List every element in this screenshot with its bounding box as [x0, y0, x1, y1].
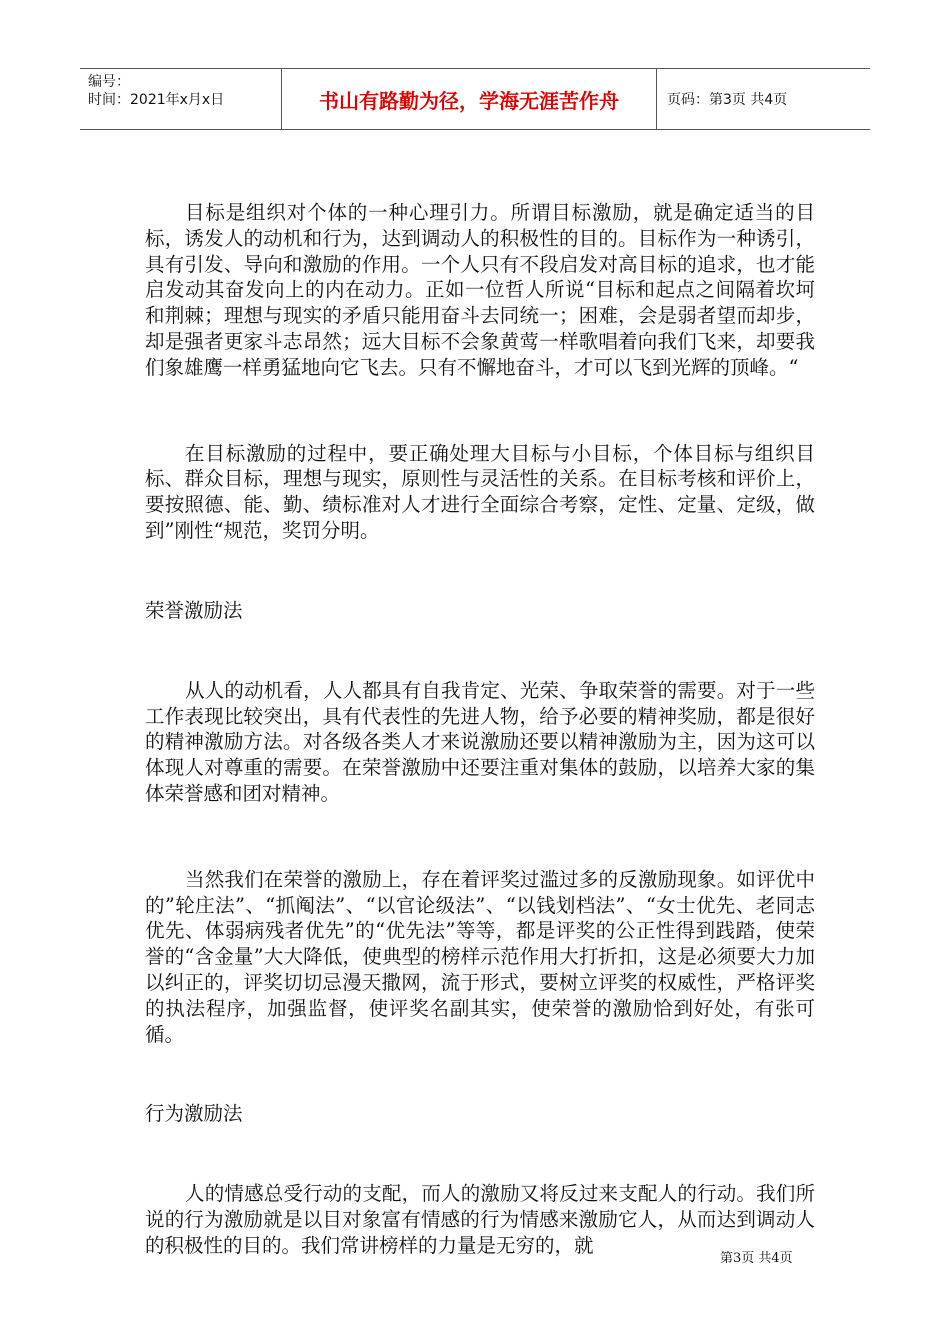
- header-meta: [80, 69, 281, 129]
- paragraph-honor-motivation: 从人的动机看，人人都具有自我肯定、光荣、争取荣誉的需要。对于一些工作表现比较突出，具有代表性的先进人物，给予必要的精神奖励，都是很好的精神激励方法。对各级各类人才来说激励还要以精神激励为主，因为这可以体现人对尊重的需要。在荣誉激励中还要注重对集体的鼓励，以培养大家的集体荣誉感和团对精神。: [145, 678, 815, 805]
- paragraph-goal-motivation: 目标是组织对个体的一种心理引力。所谓目标激励，就是确定适当的目标，诱发人的动机和行为，达到调动人的积极性的目的。目标作为一种诱引，具有引发、导向和激励的作用。一个人只有不段启发对高目标的追求，也才能启发动其奋发向上的内在动力。正如一位哲人所说“目标和起点之间隔着坎坷和荆棘；理想与现实的矛盾只能用奋斗去同统一；困难，会是弱者望而却步，却是强者更家斗志昂然；远大目标不会象黄莺一样歌唱着向我们飞来，却要我们象雄鹰一样勇猛地向它飞去。只有不懈地奋斗，才可以飞到光辉的顶峰。“: [145, 201, 815, 379]
- number-label: 编号：: [88, 74, 130, 90]
- paragraph-honor-problems: 当然我们在荣誉的激励上，存在着评奖过滥过多的反激励现象。如评优中的”轮庄法”、“抓阄法”、“以官论级法”、“以钱划档法”、“女士优先、老同志优先、体弱病残者优先”的“优先法”等等，都是评奖的公正性得到践踏，使荣誉的“含金量”大大降低，使典型的榜样示范作用大打折扣，这是必须要大力加以纠正的，评奖切切忌漫天撒网，流于形式，要树立评奖的权威性，严格评奖的执法程序，加强监督，使评奖名副其实，使荣誉的激励恰到好处，有张可循。: [145, 867, 815, 1046]
- header-motto: 书山有路勤为径，学海无涯苦作舟: [281, 69, 657, 129]
- page-header: [80, 68, 870, 130]
- section-heading-behavior: 行为激励法: [145, 1102, 243, 1126]
- header-page-info: 页码：第3页 共4页: [667, 92, 788, 108]
- paragraph-behavior-motivation: 人的情感总受行动的支配，而人的激励又将反过来支配人的行动。我们所说的行为激励就是以目对象富有情感的行为情感来激励它人，从而达到调动人的积极性的目的。我们常讲榜样的力量是无穷的，就: [145, 1182, 815, 1257]
- page-footer: 第3页 共4页: [720, 1251, 793, 1266]
- document-body: [145, 200, 815, 1259]
- paragraph-goal-process: 在目标激励的过程中，要正确处理大目标与小目标，个体目标与组织目标、群众目标，理想与现实，原则性与灵活性的关系。在目标考核和评价上，要按照德、能、勤、绩标准对人才进行全面综合考察，定性、定量、定级，做到”刚性“规范，奖罚分明。: [145, 441, 815, 542]
- section-heading-honor: 荣誉激励法: [145, 598, 243, 622]
- time-label: 时间：2021年x月x日: [88, 92, 225, 108]
